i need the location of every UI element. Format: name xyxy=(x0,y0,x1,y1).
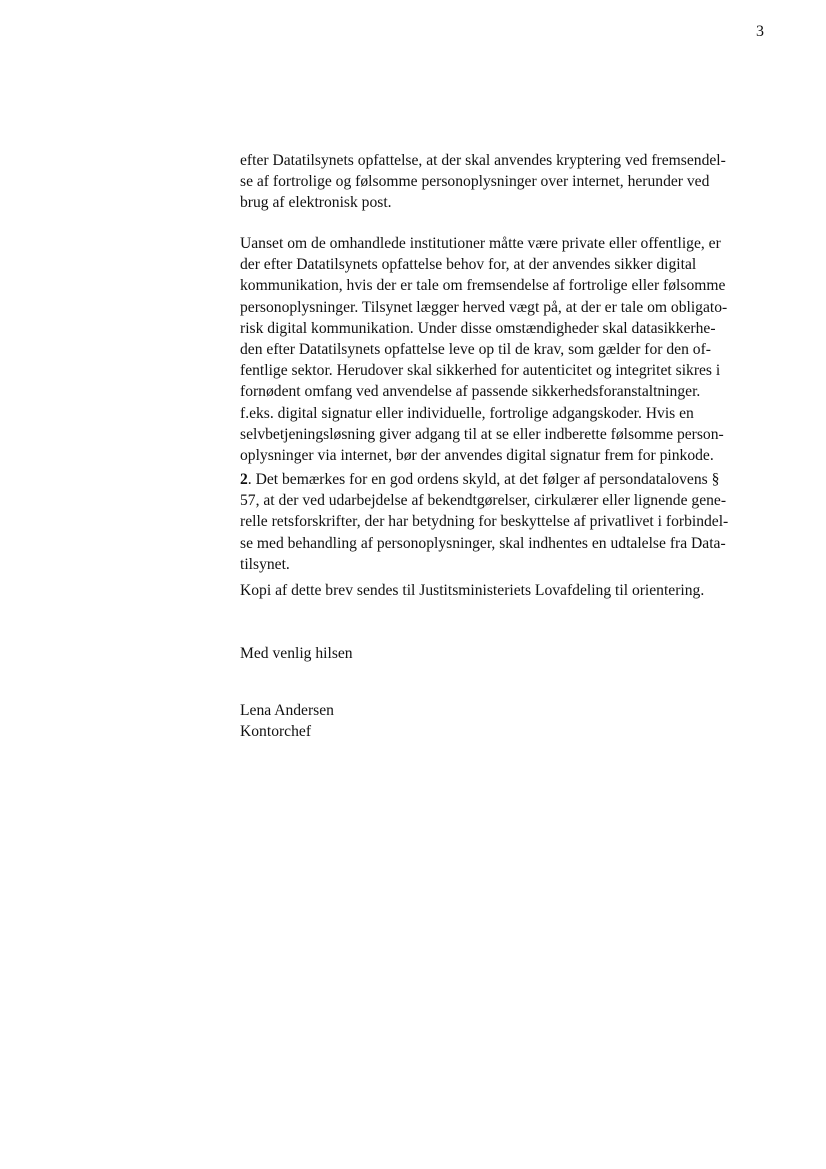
paragraph-encryption xyxy=(240,150,776,214)
signer-name: Lena Andersen xyxy=(240,702,334,719)
text-line: brug af elektronisk post. xyxy=(240,194,392,212)
paragraph-secure-communication xyxy=(240,233,776,466)
section-text: . Det bemærkes for en god ordens skyld, at det følger af persondatalovens § xyxy=(247,471,720,488)
text-line: efter Datatilsynets opfattelse, at der skal anvendes kryptering ved fremsendel- xyxy=(240,152,726,169)
text-line: Uanset om de omhandlede institutioner måtte være private eller offentlige, er xyxy=(240,235,721,252)
text-line: 57, at der ved udarbejdelse af bekendtgørelser, cirkulærer eller lignende gene- xyxy=(240,492,727,510)
section-number: 2 xyxy=(240,471,248,488)
text-line: oplysninger via internet, bør der anvendes digital signatur frem for pinkode. xyxy=(240,447,714,465)
page-number: 3 xyxy=(756,23,764,40)
text-line: se af fortrolige og følsomme personoplysninger over internet, herunder ved xyxy=(240,173,710,191)
text-line xyxy=(240,469,776,490)
text-line: kommunikation, hvis der er tale om fremsendelse af fortrolige eller følsomme xyxy=(240,277,726,295)
signature-block xyxy=(240,700,776,742)
text-line: tilsynet. xyxy=(240,555,290,573)
text-line: der efter Datatilsynets opfattelse behov for, at der anvendes sikker digital xyxy=(240,256,697,274)
text-line: relle retsforskrifter, der har betydning for beskyttelse af privatlivet i forbindel- xyxy=(240,513,729,531)
greeting-text: Med venlig hilsen xyxy=(240,645,353,662)
paragraph-section-2 xyxy=(240,469,776,575)
text-line: risk digital kommunikation. Under disse omstændigheder skal datasikkerhe- xyxy=(240,319,716,337)
text-line: Kopi af dette brev sendes til Justitsministeriets Lovafdeling til orientering. xyxy=(240,582,705,599)
closing-greeting xyxy=(240,643,776,664)
paragraph-copy-note xyxy=(240,580,776,601)
text-line: selvbetjeningsløsning giver adgang til at se eller indberette følsomme person- xyxy=(240,425,724,443)
text-line: fornødent omfang ved anvendelse af passende sikkerhedsforanstaltninger. xyxy=(240,383,701,401)
text-line: f.eks. digital signatur eller individuelle, fortrolige adgangskoder. Hvis en xyxy=(240,404,694,422)
text-line: fentlige sektor. Herudover skal sikkerhed for autenticitet og integritet sikres i xyxy=(240,362,721,380)
text-line: se med behandling af personoplysninger, skal indhentes en udtalelse fra Data- xyxy=(240,534,726,552)
signer-title: Kontorchef xyxy=(240,723,312,741)
text-line: personoplysninger. Tilsynet lægger herved vægt på, at der er tale om obligato- xyxy=(240,298,728,316)
text-line: den efter Datatilsynets opfattelse leve op til de krav, som gælder for den of- xyxy=(240,341,711,359)
